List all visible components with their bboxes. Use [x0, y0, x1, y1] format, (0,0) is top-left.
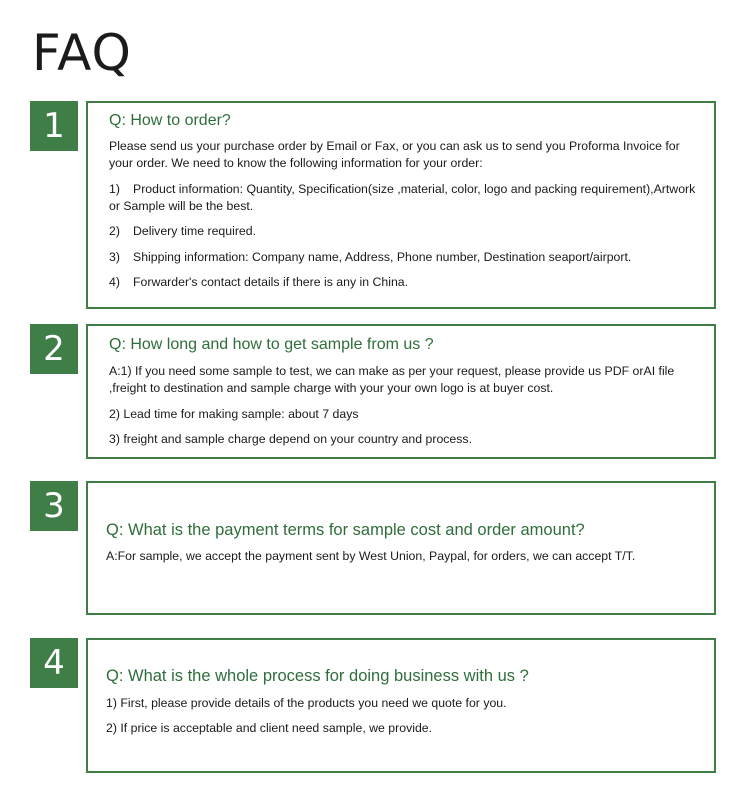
faq-item-1 [30, 101, 720, 309]
line-text: Product information: Quantity, Specification(size ,material, color, logo and packing requirement),Artwork or Sample will be the best. [109, 182, 696, 213]
faq-answer-line: 3) freight and sample charge depend on your country and process. [109, 432, 472, 446]
faq-number-badge: 2 [30, 324, 78, 374]
faq-item-2 [30, 324, 720, 459]
faq-answer-line: A:1) If you need some sample to test, we can make as per your request, please provide us PDF orAI file ,freight to destination and sample charge with your your own logo is at buyer cost. [109, 364, 675, 395]
line-text: Delivery time required. [133, 224, 257, 238]
faq-item-3 [30, 481, 720, 615]
faq-card [86, 638, 716, 773]
faq-card [86, 101, 716, 309]
faq-question: Q: What is the whole process for doing business with us ? [106, 667, 529, 685]
line-number: 4) [109, 275, 120, 289]
faq-answer-line: 2) If price is acceptable and client need sample, we provide. [106, 721, 433, 735]
line-text: Forwarder's contact details if there is any in China. [133, 275, 409, 289]
faq-card [86, 324, 716, 459]
line-number: 1) [109, 182, 120, 196]
line-number: 3) [109, 250, 120, 264]
faq-answer-line [109, 274, 700, 291]
faq-answer-line [109, 223, 700, 240]
faq-item-4 [30, 638, 720, 773]
line-number: 2) [109, 224, 120, 238]
faq-question: Q: How to order? [109, 112, 231, 129]
faq-question: Q: What is the payment terms for sample cost and order amount? [106, 521, 585, 539]
faq-answer-line: A:For sample, we accept the payment sent by West Union, Paypal, for orders, we can accept T/T. [106, 549, 636, 563]
faq-answer-line: Please send us your purchase order by Email or Fax, or you can ask us to send you Proforma Invoice for your order. We need to know the following information for your order: [109, 139, 680, 170]
page-title: FAQ [32, 24, 132, 82]
faq-answer-line [109, 181, 700, 215]
faq-answer-line [109, 249, 700, 266]
line-text: Shipping information: Company name, Address, Phone number, Destination seaport/airport. [133, 250, 632, 264]
faq-number-badge: 1 [30, 101, 78, 151]
faq-answer-line: 1) First, please provide details of the products you need we quote for you. [106, 696, 507, 710]
faq-number-badge: 3 [30, 481, 78, 531]
faq-answer-line: 2) Lead time for making sample: about 7 days [109, 407, 359, 421]
faq-card [86, 481, 716, 615]
faq-question: Q: How long and how to get sample from us ? [109, 336, 434, 353]
faq-number-badge: 4 [30, 638, 78, 688]
